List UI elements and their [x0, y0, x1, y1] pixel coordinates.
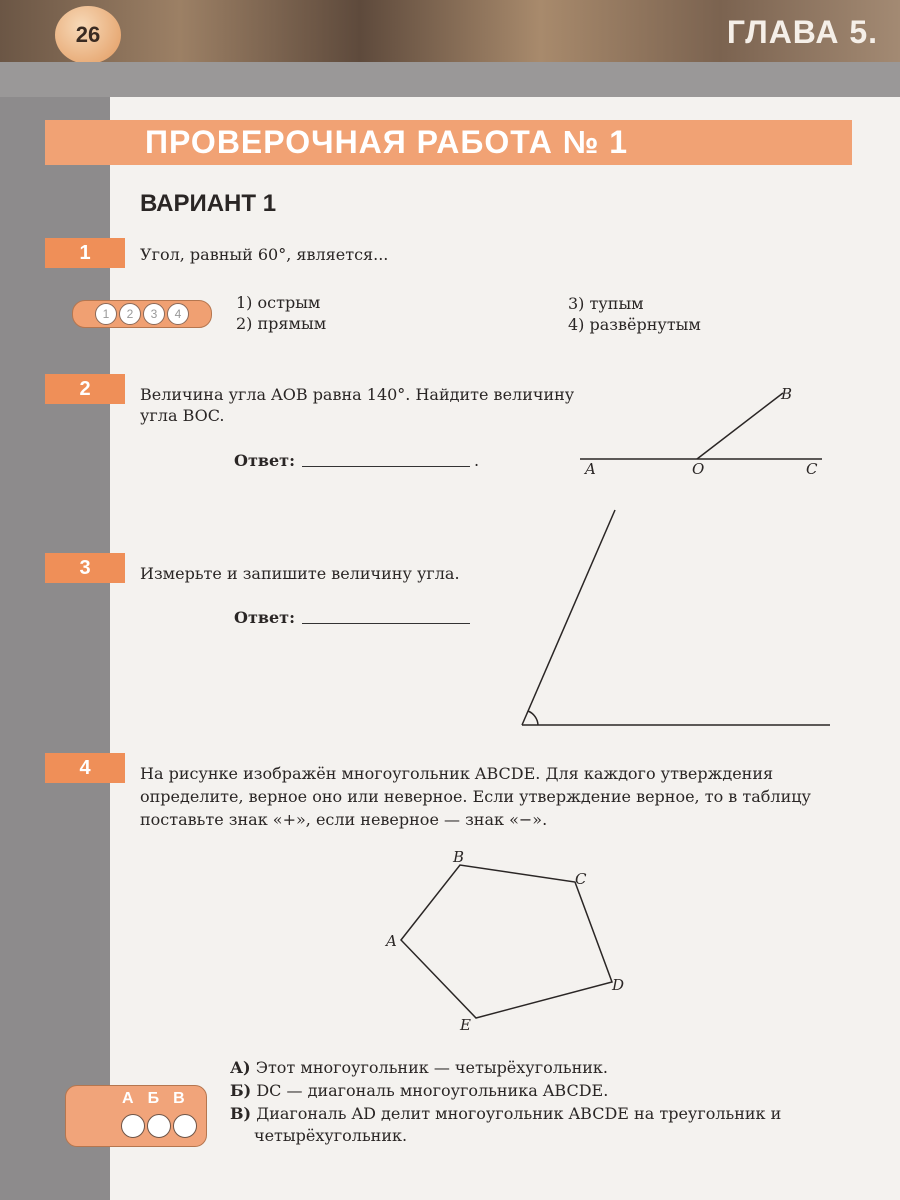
question-4-line1: На рисунке изображён многоугольник ABCDE. Для каждого утверждения — [140, 764, 774, 783]
statement-a — [230, 1057, 608, 1079]
statement-b — [230, 1080, 608, 1102]
answer-label-3: Ответ: — [234, 608, 295, 627]
page-title: ПРОВЕРОЧНАЯ РАБОТА № 1 — [145, 124, 629, 160]
option-1: 1) острым — [236, 293, 321, 312]
answer-letter-a: А — [122, 1090, 134, 1107]
question-number-1: 1 — [45, 238, 125, 268]
question-3-text: Измерьте и запишите величину угла. — [140, 564, 460, 583]
answer-letter-v: В — [173, 1090, 185, 1107]
question-number-2: 2 — [45, 374, 125, 404]
question-4-line2: определите, верное оно или неверное. Если утверждение верное, то в таблицу — [140, 787, 811, 806]
vertex-c-label: C — [575, 870, 587, 888]
option-2: 2) прямым — [236, 314, 327, 333]
answer-circle-b[interactable] — [147, 1114, 171, 1138]
question-4-line3: поставьте знак «+», если неверное — знак «−». — [140, 810, 548, 829]
option-4: 4) развёрнутым — [568, 315, 701, 334]
page-number: 26 — [55, 6, 121, 64]
answer-circle-v[interactable] — [173, 1114, 197, 1138]
point-a-label: A — [585, 460, 596, 478]
point-o-label: O — [692, 460, 705, 478]
answer-slot-4[interactable]: 4 — [167, 303, 189, 325]
question-2-line2: угла BOC. — [140, 406, 225, 425]
option-3: 3) тупым — [568, 294, 644, 313]
question-2-line1: Величина угла AOB равна 140°. Найдите величину — [140, 385, 575, 404]
vertex-e-label: E — [460, 1016, 471, 1034]
statement-b-label: Б) — [230, 1081, 252, 1100]
answer-slot-3[interactable]: 3 — [143, 303, 165, 325]
statement-a-label: А) — [230, 1058, 251, 1077]
statement-v-text-cont: четырёхугольник. — [254, 1126, 408, 1145]
answer-label-2: Ответ: — [234, 451, 295, 470]
answer-circle-a[interactable] — [121, 1114, 145, 1138]
statement-v-text: Диагональ AD делит многоугольник ABCDE на треугольник и — [256, 1104, 782, 1123]
answer-slot-1[interactable]: 1 — [95, 303, 117, 325]
question-number-4: 4 — [45, 753, 125, 783]
vertex-d-label: D — [612, 976, 625, 994]
statement-v-label: В) — [230, 1104, 252, 1123]
question-number-3: 3 — [45, 553, 125, 583]
ray-ob — [697, 393, 783, 459]
variant-heading: ВАРИАНТ 1 — [140, 190, 277, 217]
vertex-a-label: A — [386, 932, 397, 950]
answer-dot: . — [474, 451, 480, 470]
answer-table-abv[interactable] — [65, 1085, 207, 1147]
statement-b-text: DC — диагональ многоугольника ABCDE. — [256, 1081, 609, 1100]
question-1-text: Угол, равный 60°, является... — [140, 245, 389, 264]
angle-figure-q3 — [522, 510, 830, 725]
statement-v — [230, 1103, 781, 1125]
answer-slot-2[interactable]: 2 — [119, 303, 141, 325]
statement-a-text: Этот многоугольник — четырёхугольник. — [255, 1058, 609, 1077]
point-c-label: C — [806, 460, 818, 478]
answer-letter-b: Б — [147, 1090, 160, 1107]
vertex-b-label: B — [453, 848, 465, 866]
chapter-title: ГЛАВА 5. — [726, 14, 878, 50]
point-b-label: B — [781, 385, 793, 403]
